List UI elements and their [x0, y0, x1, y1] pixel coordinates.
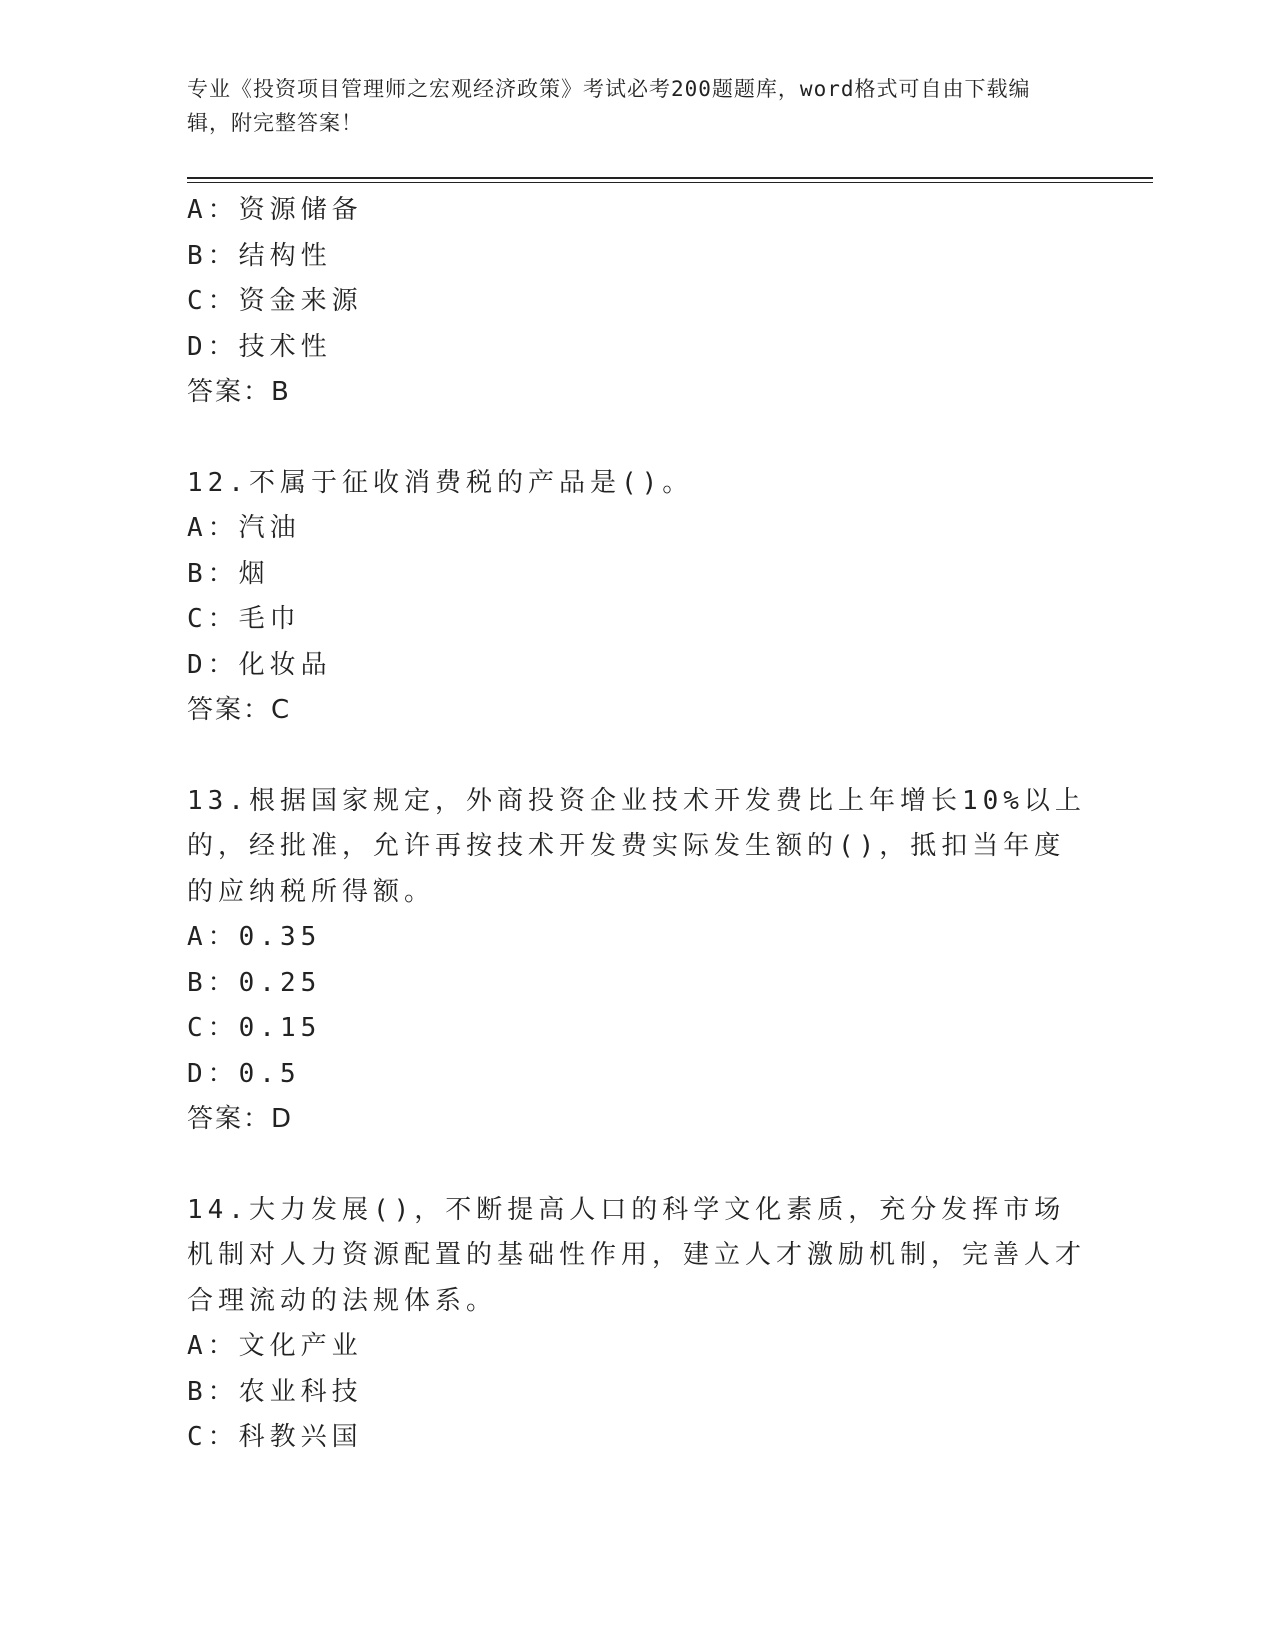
question-list: [187, 188, 1087, 1461]
document-header: 专业《投资项目管理师之宏观经济政策》考试必考200题题库，word格式可自由下载编辑，附完整答案！: [187, 77, 1031, 135]
option-d: D：0.5: [187, 1058, 301, 1089]
option-c: C：资金来源: [187, 286, 363, 316]
header-rule-thin: [187, 182, 1153, 183]
question-12-text: 12.不属于征收消费税的产品是()。: [187, 467, 694, 498]
option-b: B：0.25: [187, 967, 322, 998]
option-b: B：烟: [187, 558, 270, 589]
option-c: C：0.15: [187, 1013, 322, 1043]
option-b: B：农业科技: [187, 1376, 363, 1407]
option-c: C：毛巾: [187, 604, 301, 634]
option-b: B：结构性: [187, 240, 332, 271]
question-14-text: 14.大力发展()，不断提高人口的科学文化素质，充分发挥市场机制对人力资源配置的基础性作用，建立人才激励机制，完善人才合理流动的法规体系。: [187, 1194, 1087, 1316]
option-a: A：0.35: [187, 922, 322, 952]
option-d: D：技术性: [187, 331, 332, 362]
answer-line: 答案：B: [187, 377, 291, 407]
question-13-text: 13.根据国家规定，外商投资企业技术开发费比上年增长10%以上的，经批准，允许再按技术开发费实际发生额的()，抵扣当年度的应纳税所得额。: [187, 785, 1086, 907]
answer-line: 答案：D: [187, 1104, 294, 1134]
option-d: D：化妆品: [187, 649, 332, 680]
header-rule-thick: [187, 177, 1153, 179]
option-a: A：汽油: [187, 513, 301, 543]
option-a: A：文化产业: [187, 1331, 363, 1361]
answer-line: 答案：C: [187, 695, 292, 725]
option-a: A：资源储备: [187, 195, 363, 225]
option-c: C：科教兴国: [187, 1422, 363, 1452]
